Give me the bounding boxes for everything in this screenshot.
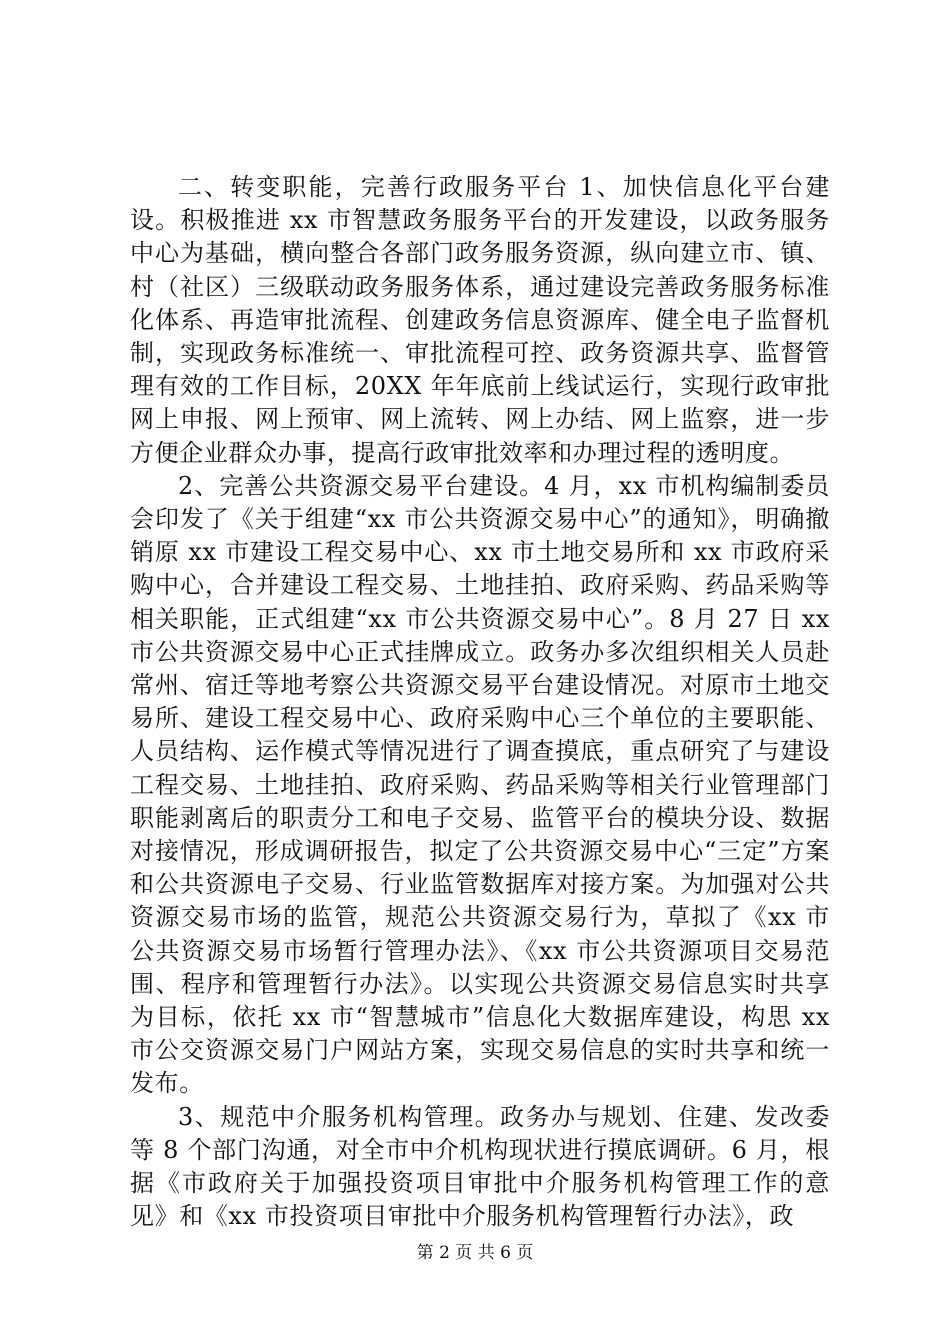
page-footer: 第 2 页 共 6 页: [416, 1243, 534, 1263]
paragraph-platform-reform: 二、转变职能，完善行政服务平台 1、加快信息化平台建设。积极推进 xx 市智慧政务服务平台的开发建设，以政务服务中心为基础，横向整合各部门政务服务资源，纵向建立市、镇、村（社区）三级联动政务服务体系，通过建设完善政务服务标准化体系、再造审批流程、创建政务信息资源库、健全电子监督机制，实现政务标准统一、审批流程可控、政务资源共享、监督管理有效的工作目标，20XX 年年底前上线试运行，实现行政审批网上申报、网上预审、网上流转、网上办结、网上监察，进一步方便企业群众办事，提高行政审批效率和办理过程的透明度。: [130, 173, 830, 467]
document-body: [130, 171, 830, 1234]
paragraph-public-resource-trading: 2、完善公共资源交易平台建设。4 月，xx 市机构编制委员会印发了《关于组建“xx 市公共资源交易中心”的通知》，明确撤销原 xx 市建设工程交易中心、xx 市土地交易所和 xx 市政府采购中心，合并建设工程交易、土地挂拍、政府采购、药品采购等相关职能，正式组建“xx 市公共资源交易中心”。8 月 27 日 xx 市公共资源交易中心正式挂牌成立。政务办多次组织相关人员赴常州、宿迁等地考察公共资源交易平台建设情况。对原市土地交易所、建设工程交易中心、政府采购中心三个单位的主要职能、人员结构、运作模式等情况进行了调查摸底，重点研究了与建设工程交易、土地挂拍、政府采购、药品采购等相关行业管理部门职能剥离后的职责分工和电子交易、监管平台的模块分设、数据对接情况，形成调研报告，拟定了公共资源交易中心“三定”方案和公共资源电子交易、行业监管数据库对接方案。为加强对公共资源交易市场的监管，规范公共资源交易行为，草拟了《xx 市公共资源交易市场暂行管理办法》、《xx 市公共资源项目交易范围、程序和管理暂行办法》。以实现公共资源交易信息实时共享为目标，依托 xx 市“智慧城市”信息化大数据库建设，构思 xx 市公交资源交易门户网站方案，实现交易信息的实时共享和统一发布。: [130, 471, 830, 1098]
paragraph-intermediary-services: 3、规范中介服务机构管理。政务办与规划、住建、发改委等 8 个部门沟通，对全市中介机构现状进行摸底调研。6 月，根据《市政府关于加强投资项目审批中介服务机构管理工作的意见》和《xx 市投资项目审批中介服务机构管理暂行办法》，政: [130, 1102, 830, 1231]
